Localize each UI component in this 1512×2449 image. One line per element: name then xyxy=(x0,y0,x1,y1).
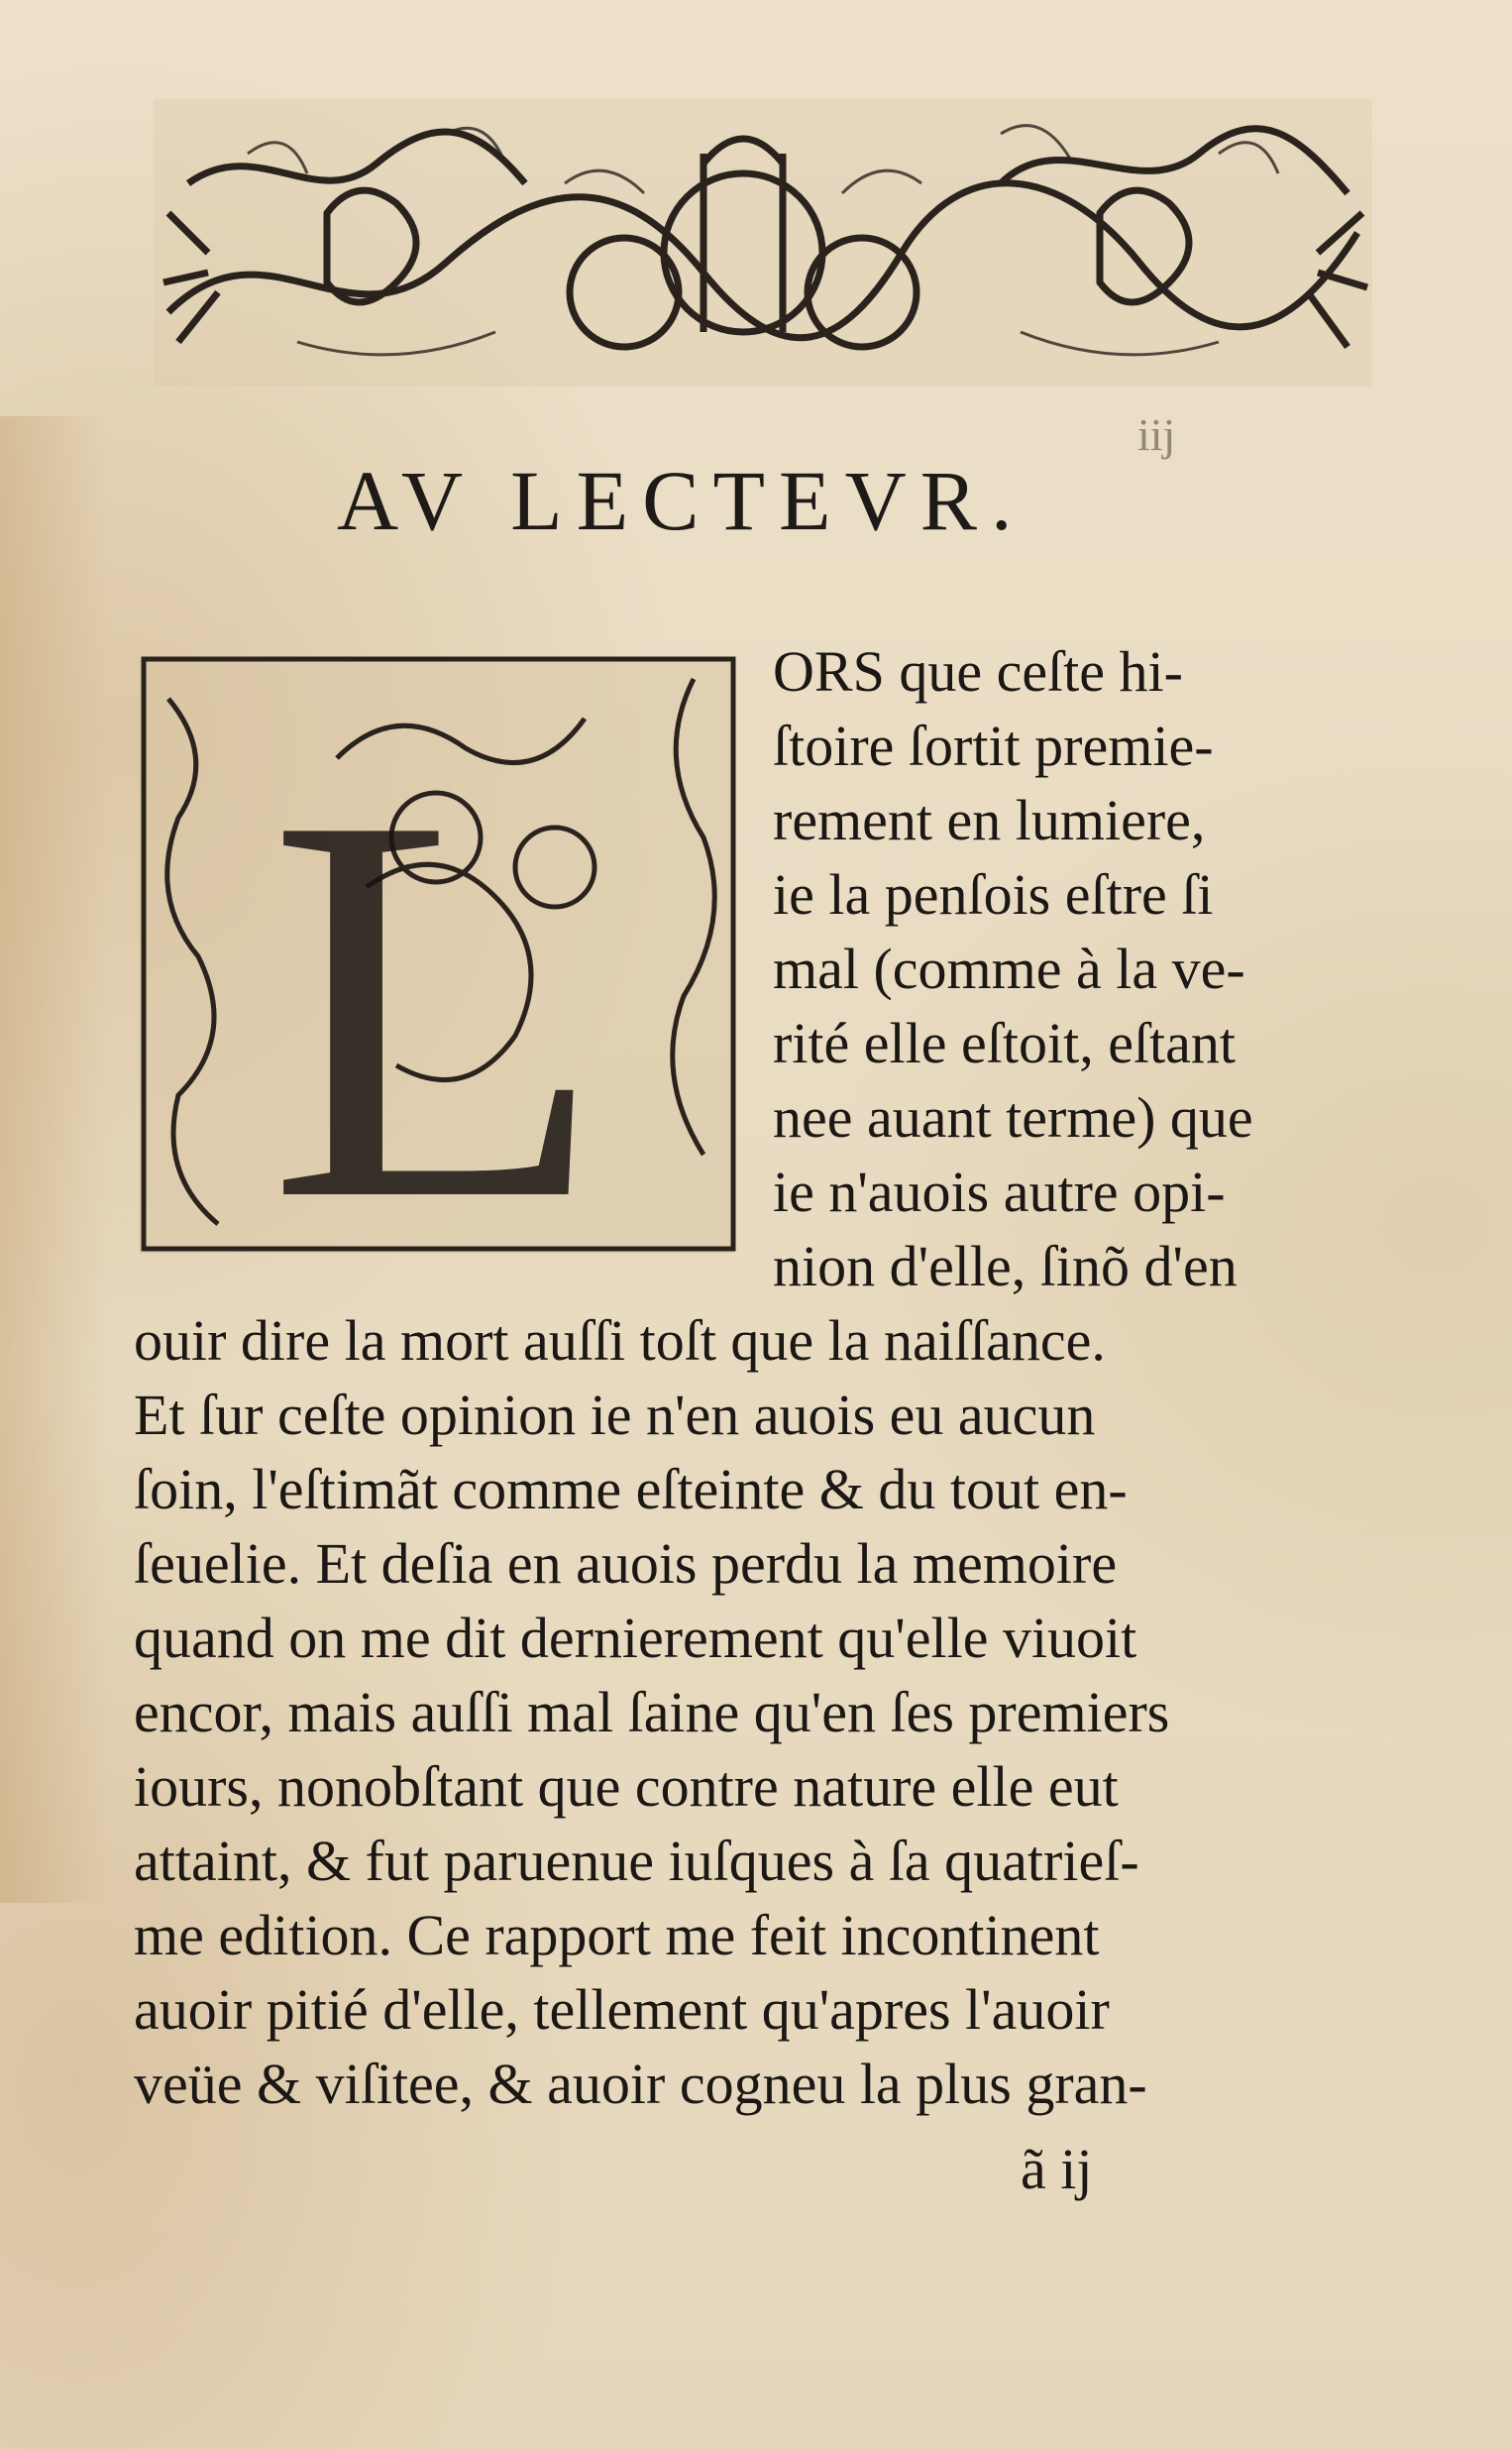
page-title: AV LECTEVR. xyxy=(337,453,1026,548)
text-line: nion d'elle, ſinõ d'en xyxy=(773,1234,1238,1298)
text-line: rité elle eſtoit, eſtant xyxy=(773,1011,1237,1075)
text-line: ie la penſois eſtre ſi xyxy=(773,862,1214,927)
woodcut-headband-ornament xyxy=(149,94,1377,391)
text-line: ouir dire la mort auſſi toſt que la naiſſance. xyxy=(134,1308,1106,1373)
text-line: ie n'auois autre opi- xyxy=(773,1160,1226,1224)
initial-letter-glyph: L xyxy=(268,701,607,1264)
folio-number: iij xyxy=(1137,409,1176,460)
text-line: ORS que ceſte hi- xyxy=(773,639,1183,704)
text-line: nee auant terme) que xyxy=(773,1085,1253,1150)
text-line: Et ſur ceſte opinion ie n'en auois eu aucun xyxy=(134,1383,1096,1447)
text-line: quand on me dit dernierement qu'elle viuoit xyxy=(134,1606,1137,1670)
signature-mark: ã ij xyxy=(1021,2137,1093,2201)
text-line: ſeuelie. Et deſia en auois perdu la memoire xyxy=(134,1531,1118,1596)
text-line: encor, mais auſſi mal ſaine qu'en ſes premiers xyxy=(134,1680,1170,1744)
text-line: auoir pitié d'elle, tellement qu'apres l'auoir xyxy=(134,1977,1110,2042)
text-line: ſtoire ſortit premie- xyxy=(773,714,1214,778)
text-line: veüe & viſitee, & auoir cogneu la plus gran- xyxy=(134,2052,1147,2116)
text-line: me edition. Ce rapport me feit incontinent xyxy=(134,1903,1100,1967)
text-line: rement en lumiere, xyxy=(773,788,1206,852)
text-beside-initial xyxy=(773,634,1367,1303)
body-text xyxy=(134,1303,1367,2121)
decorated-initial-letter xyxy=(139,639,743,1264)
text-line: mal (comme à la ve- xyxy=(773,937,1245,1001)
text-line: attaint, & fut paruenue iuſques à ſa quatrieſ- xyxy=(134,1829,1139,1893)
paper-stain xyxy=(0,416,109,1903)
text-line: iours, nonobſtant que contre nature elle eut xyxy=(134,1754,1119,1819)
text-line: ſoin, l'eſtimãt comme eſteinte & du tout en- xyxy=(134,1457,1128,1521)
